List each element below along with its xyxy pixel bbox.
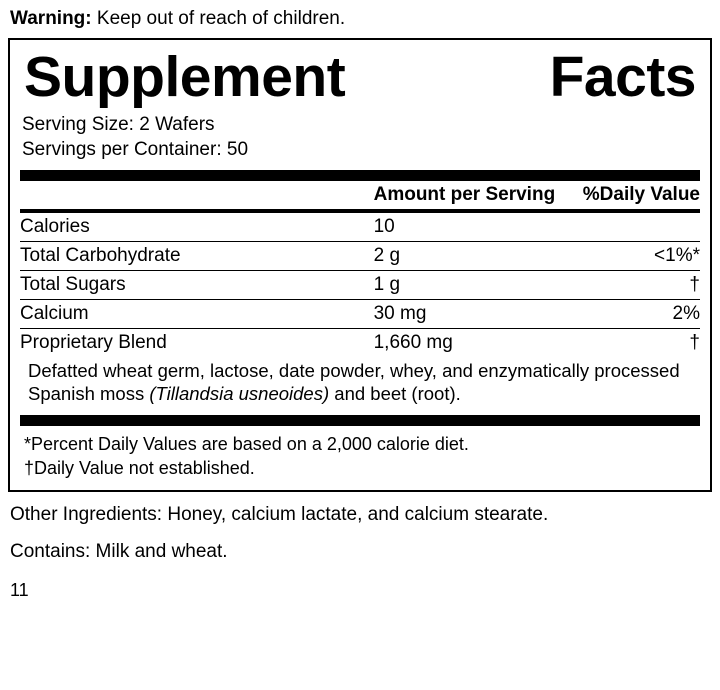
row-amount: 30 mg bbox=[374, 300, 564, 329]
supplement-facts-panel bbox=[8, 38, 712, 492]
table-row bbox=[20, 271, 700, 300]
row-amount: 2 g bbox=[374, 242, 564, 271]
row-daily-value: 2% bbox=[564, 300, 700, 329]
warning-label: Warning: bbox=[10, 8, 92, 29]
table-row bbox=[20, 213, 700, 242]
divider-thick-bottom bbox=[20, 415, 700, 426]
footnote-daily-values: *Percent Daily Values are based on a 2,000 calorie diet. bbox=[24, 434, 469, 454]
row-daily-value: <1%* bbox=[564, 242, 700, 271]
footnotes bbox=[20, 426, 700, 482]
other-ingredients: Other Ingredients: Honey, calcium lactate, and calcium stearate. bbox=[10, 504, 549, 525]
table-row bbox=[20, 300, 700, 329]
spacer bbox=[10, 527, 710, 539]
row-name: Calcium bbox=[20, 300, 374, 329]
nutrition-table bbox=[20, 181, 700, 209]
row-name: Total Carbohydrate bbox=[20, 242, 374, 271]
blend-amount: 1,660 mg bbox=[373, 332, 453, 353]
serving-size: Serving Size: 2 Wafers bbox=[22, 114, 215, 135]
serving-info bbox=[20, 108, 700, 166]
header-amount-per-serving: Amount per Serving bbox=[373, 184, 556, 205]
header-daily-value: %Daily Value bbox=[582, 184, 700, 205]
contains-statement: Contains: Milk and wheat. bbox=[10, 541, 228, 562]
blend-description-italic: (Tillandsia usneoides) bbox=[149, 383, 330, 404]
row-daily-value bbox=[564, 213, 700, 242]
header-blank bbox=[20, 181, 374, 209]
footnote-dv-not-established: †Daily Value not established. bbox=[24, 458, 255, 478]
blend-daily-value: † bbox=[689, 332, 700, 353]
servings-per-container: Servings per Container: 50 bbox=[22, 139, 249, 160]
table-row bbox=[20, 242, 700, 271]
blend-description bbox=[20, 357, 700, 411]
page-number: 11 bbox=[10, 580, 29, 600]
row-name: Total Sugars bbox=[20, 271, 374, 300]
proprietary-blend-table bbox=[20, 329, 700, 357]
blend-description-part1: Defatted wheat germ, lactose, date powder, whey, and enzymatically processed Spanish moss bbox=[28, 360, 680, 404]
nutrition-rows bbox=[20, 213, 700, 329]
row-daily-value: † bbox=[564, 271, 700, 300]
panel-title-supplement: Supplement bbox=[24, 45, 346, 109]
panel-title-facts: Facts bbox=[549, 45, 696, 109]
row-amount: 1 g bbox=[374, 271, 564, 300]
warning-text: Keep out of reach of children. bbox=[91, 8, 346, 29]
row-name: Calories bbox=[20, 213, 374, 242]
below-panel-text bbox=[8, 492, 712, 564]
warning-line bbox=[8, 0, 712, 38]
row-amount: 10 bbox=[374, 213, 564, 242]
divider-thick-top bbox=[20, 170, 700, 181]
panel-title bbox=[20, 44, 700, 108]
blend-name: Proprietary Blend bbox=[20, 332, 167, 353]
table-row-blend bbox=[20, 329, 700, 357]
table-header-row bbox=[20, 181, 700, 209]
blend-description-part2: and beet (root). bbox=[329, 383, 461, 404]
